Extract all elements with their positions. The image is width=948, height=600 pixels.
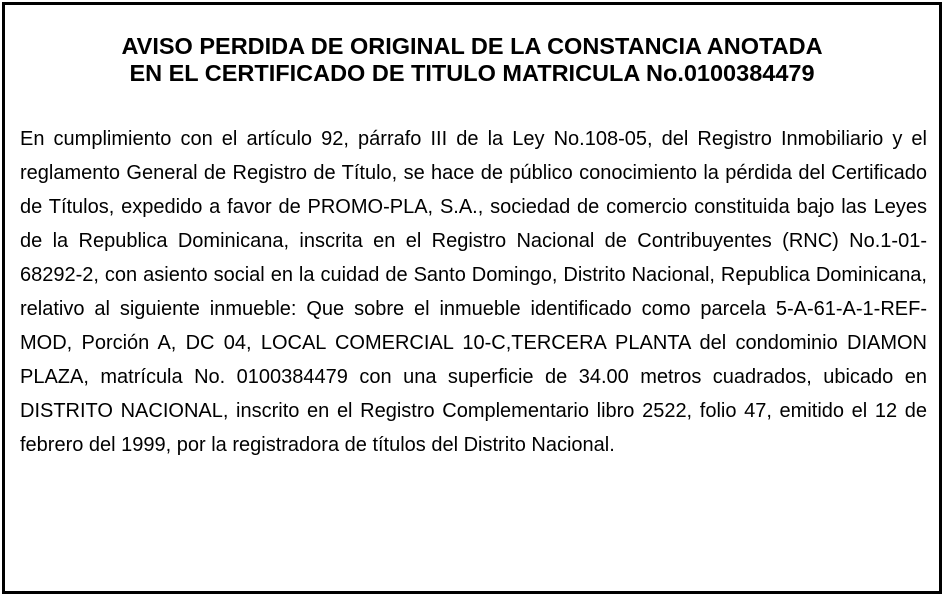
notice-frame bbox=[2, 2, 942, 594]
notice-body-text: En cumplimiento con el artículo 92, párrafo III de la Ley No.108-05, del Registro Inmobiliario y el reglamento General de Registro de Título, se hace de público conocimiento la pérdida del Certificado de Títulos, expedido a favor de PROMO-PLA, S.A., sociedad de comercio constituida bajo las Leyes de la Republica Dominicana, inscrita en el Registro Nacional de Contribuyentes (RNC) No.1-01-68292-2, con asiento social en la cuidad de Santo Domingo, Distrito Nacional, Republica Dominicana, relativo al siguiente inmueble: Que sobre el inmueble identificado como parcela 5-A-61-A-1-REF-MOD, Porción A, DC 04, LOCAL COMERCIAL 10-C,TERCERA PLANTA del condominio DIAMON PLAZA, matrícula No. 0100384479 con una superficie de 34.00 metros cuadrados, ubicado en DISTRITO NACIONAL, inscrito en el Registro Complementario libro 2522, folio 47, emitido el 12 de febrero del 1999, por la registradora de títulos del Distrito Nacional. bbox=[20, 128, 927, 456]
notice-title-line-1: AVISO PERDIDA DE ORIGINAL DE LA CONSTANCIA ANOTADA bbox=[121, 33, 823, 59]
notice-title-line-2: EN EL CERTIFICADO DE TITULO MATRICULA No.0100384479 bbox=[129, 60, 815, 86]
notice-title bbox=[15, 33, 929, 87]
